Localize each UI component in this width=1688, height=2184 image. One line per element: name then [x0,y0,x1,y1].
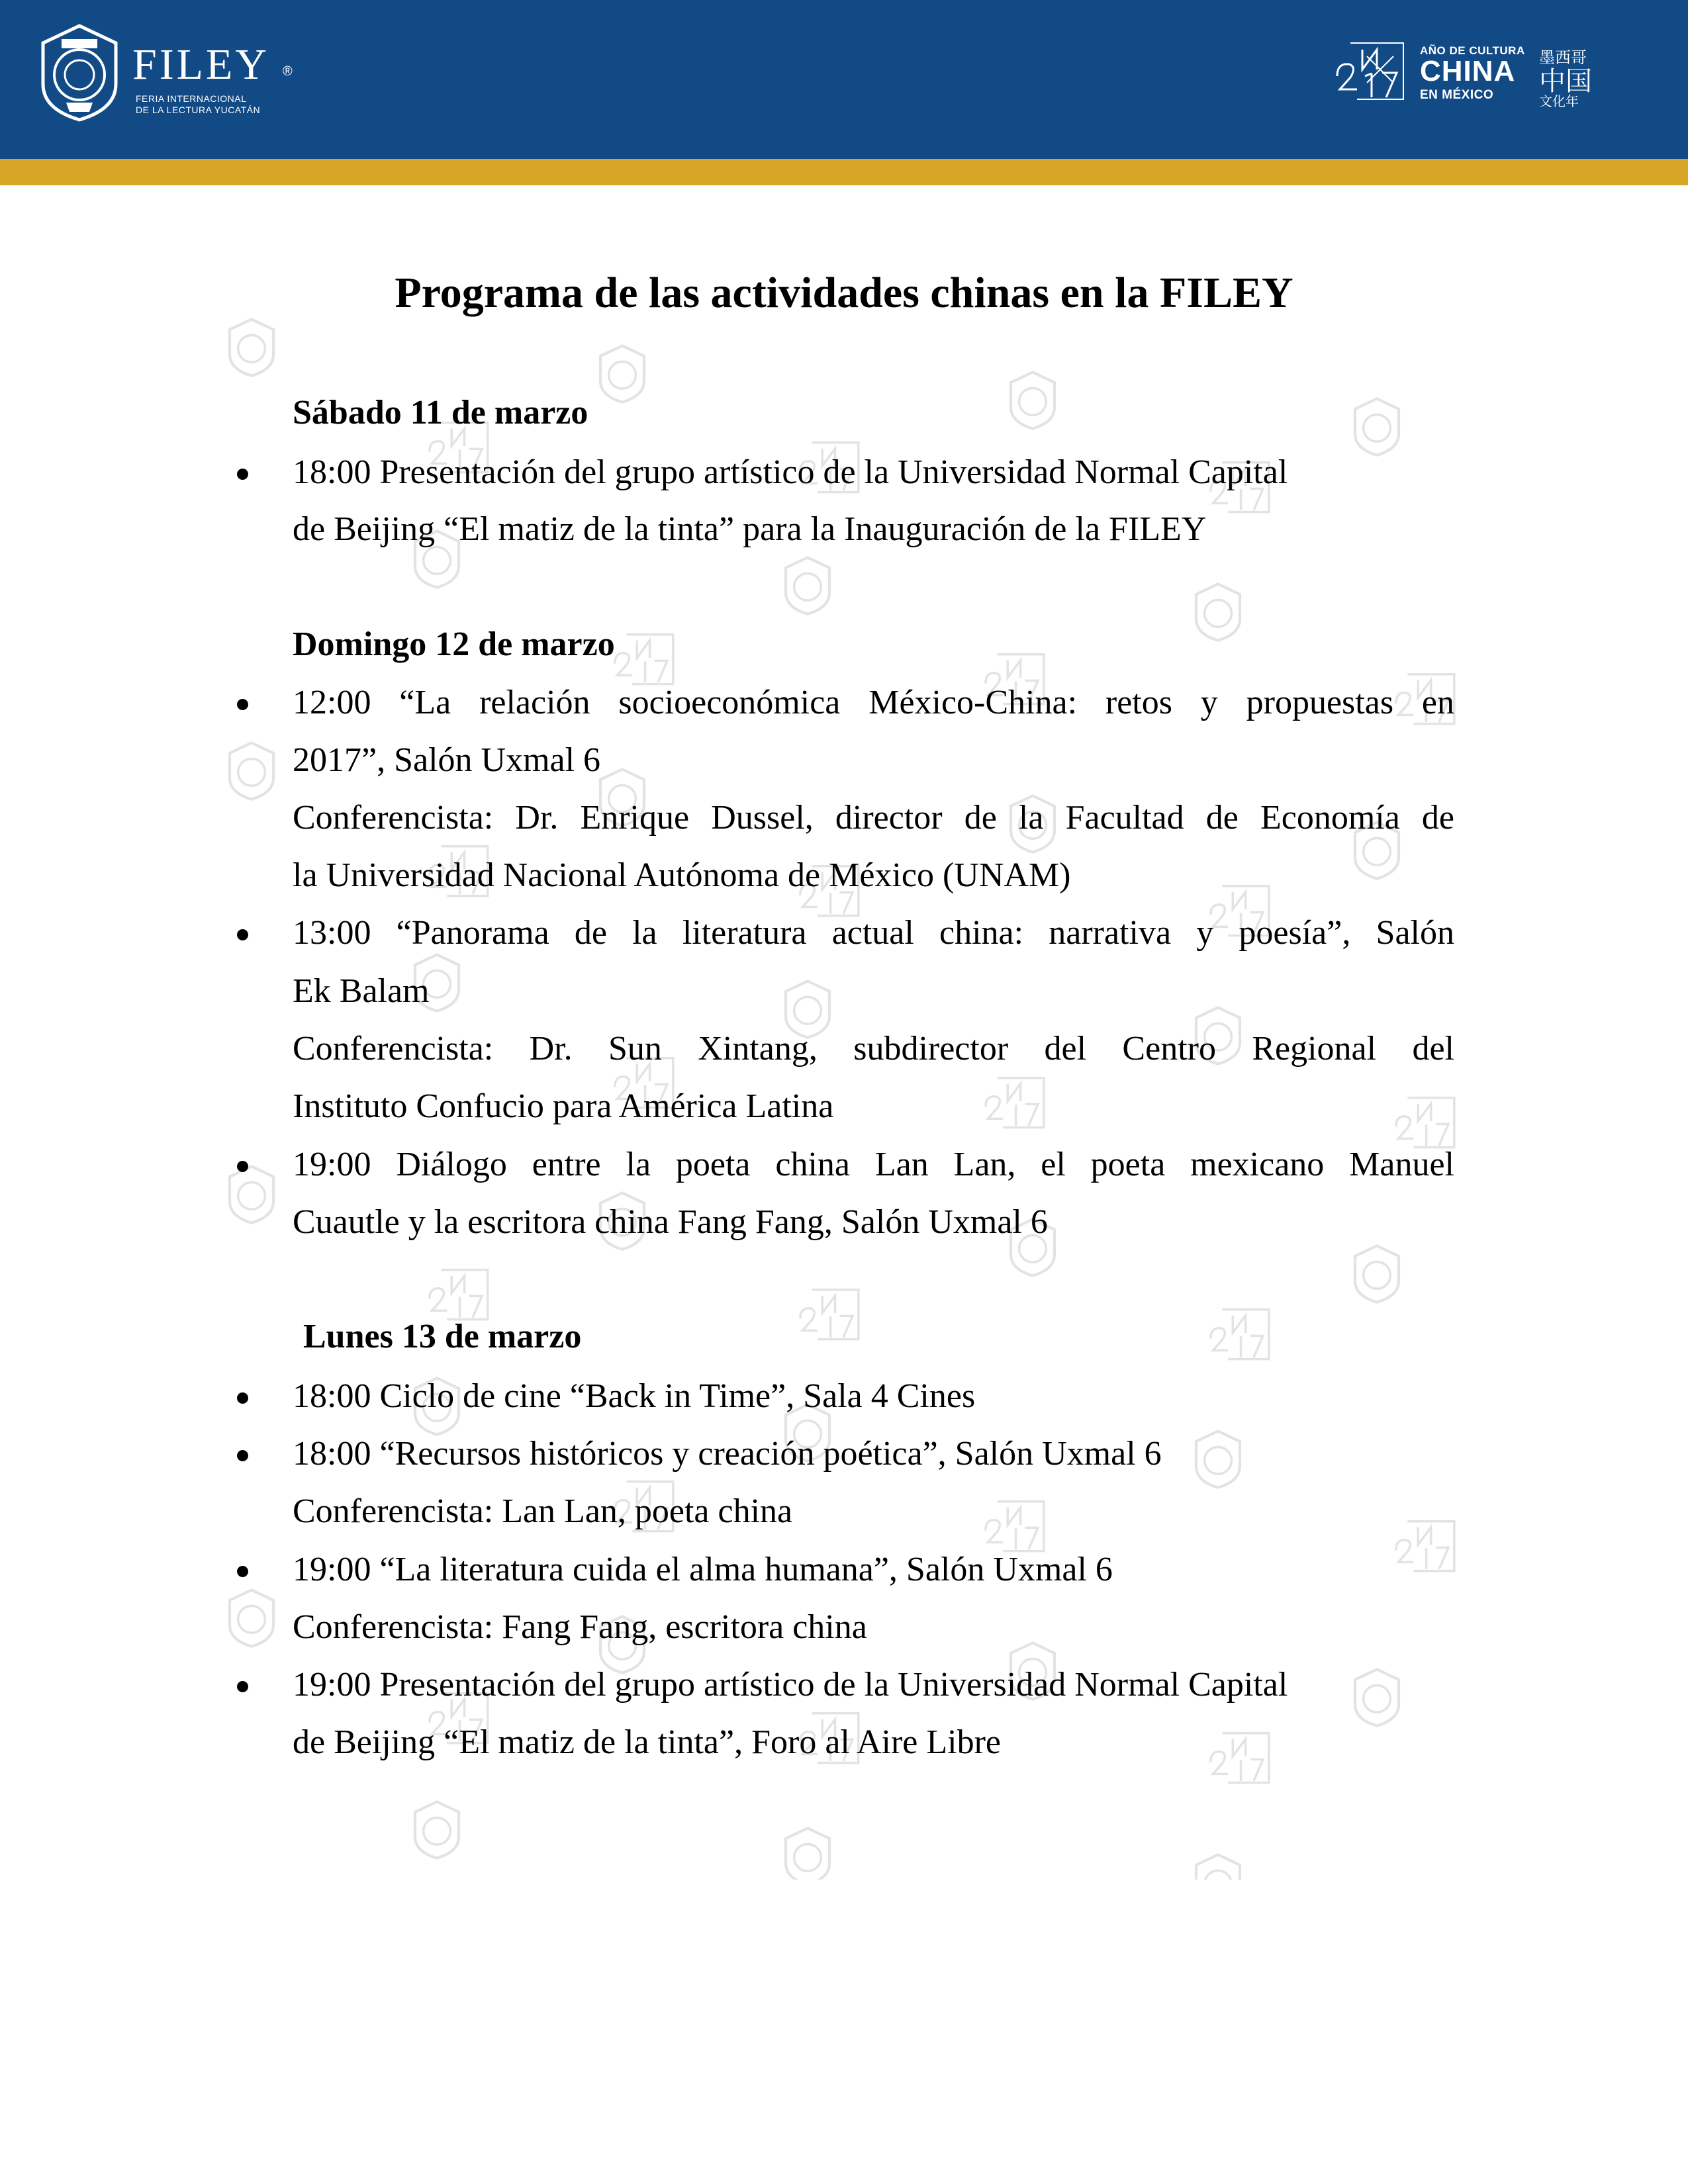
bullet-icon [237,1681,248,1692]
event-line: 12:00 “La relación socioeconómica México-China: retos y propuestas en [293,684,1454,721]
speaker-line: Instituto Confucio para América Latina [293,1087,834,1125]
filey-subtitle: FERIA INTERNACIONAL DE LA LECTURA YUCATÁN [136,93,261,115]
day-heading-monday: Lunes 13 de marzo [303,1318,582,1355]
bullet-icon [237,1566,248,1577]
document-title: Programa de las actividades chinas en la FILEY [395,269,1293,317]
speaker-line: la Universidad Nacional Autónoma de México (UNAM) [293,856,1071,894]
bullet-icon [237,1450,248,1461]
zh-mexico: 墨西哥 [1539,48,1587,67]
event-line: 19:00 Presentación del grupo artístico de la Universidad Normal Capital [293,1666,1288,1704]
event-line: Cuautle y la escritora china Fang Fang, Salón Uxmal 6 [293,1203,1048,1241]
event-line: de Beijing “El matiz de la tinta”, Foro al Aire Libre [293,1723,1001,1761]
event-line: 19:00 Diálogo entre la poeta china Lan Lan, el poeta mexicano Manuel [293,1146,1454,1183]
event-line: 2017”, Salón Uxmal 6 [293,741,601,779]
day-heading-saturday: Sábado 11 de marzo [293,394,588,432]
event-line: de Beijing “El matiz de la tinta” para la Inauguración de la FILEY [293,510,1207,548]
bullet-icon [237,929,248,940]
zh-china: 中国 [1539,66,1592,97]
zh-culture-year: 文化年 [1539,93,1579,109]
speaker-line: Conferencista: Lan Lan, poeta china [293,1492,793,1530]
event-line: 18:00 “Recursos históricos y creación poética”, Salón Uxmal 6 [293,1435,1162,1473]
event-line: 18:00 Ciclo de cine “Back in Time”, Sala 4 Cines [293,1377,976,1415]
event-line: 13:00 “Panorama de la literatura actual china: narrativa y poesía”, Salón [293,914,1454,952]
china-label: CHINA [1420,55,1516,87]
en-mexico-label: EN MÉXICO [1420,88,1494,102]
speaker-line: Conferencista: Dr. Enrique Dussel, director de la Facultad de Economía de [293,799,1454,837]
speaker-line: Conferencista: Dr. Sun Xintang, subdirector del Centro Regional del [293,1030,1454,1068]
year-of-culture-label: AÑO DE CULTURA [1420,44,1525,57]
event-line: 18:00 Presentación del grupo artístico de la Universidad Normal Capital [293,453,1288,491]
registered-mark: ® [283,64,293,79]
bullet-icon [237,469,248,480]
bullet-icon [237,1161,248,1172]
event-line: 19:00 “La literatura cuida el alma humana”, Salón Uxmal 6 [293,1551,1113,1588]
bullet-icon [237,1392,248,1404]
bullet-icon [237,699,248,710]
filey-wordmark: FILEY [132,40,269,89]
speaker-line: Conferencista: Fang Fang, escritora china [293,1608,867,1646]
event-line: Ek Balam [293,972,430,1010]
day-heading-sunday: Domingo 12 de marzo [293,625,615,663]
